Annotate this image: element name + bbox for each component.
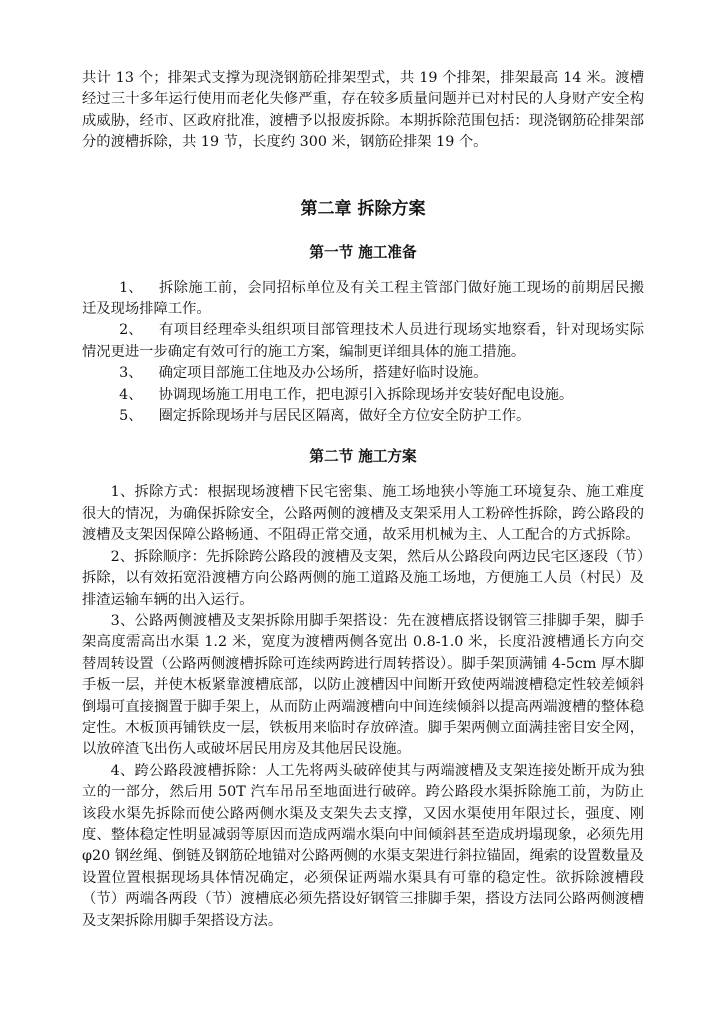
body-paragraph: 3、公路两侧渡槽及支架拆除用脚手架搭设：先在渡槽底搭设钢管三排脚手架，脚手架高度需高出水渠 1.2 米，宽度为渡槽两侧各宽出 0.8-1.0 米，长度沿渡槽通长方向交替周转设置（公路两侧渡槽拆除可连续两跨进行周转搭设）。脚手架顶满铺 4-5cm 厚木脚手板一层，并使木板紧靠渡槽底部，以防止渡槽因中间断开致使两端渡槽稳定性较差倾斜倒塌可直接搁置于脚手架上，从而防止两端渡槽向中间连续倾斜以提高两端渡槽的整体稳定性。木板顶再铺铁皮一层，铁板用来临时存放碎渣。脚手架两侧立面满挂密目安全网，以放碎渣飞出伤人或破坏居民用房及其他居民设施。	[82, 612, 644, 758]
intro-paragraph: 共计 13 个；排架式支撑为现浇钢筋砼排架型式，共 19 个排架，排架最高 14 米。渡槽经过三十多年运行使用而老化失修严重，存在较多质量问题并已对村民的人身财产安全构成威胁，经市、区政府批准，渡槽予以报废拆除。本期拆除范围包括：现浇钢筋砼排架部分的渡槽拆除，共 19 节，长度约 300 米，钢筋砼排架 19 个。	[82, 70, 644, 151]
document-page	[82, 68, 644, 932]
list-item	[82, 363, 644, 384]
section-2-title: 第二节 施工方案	[309, 448, 417, 466]
list-item	[82, 385, 644, 406]
list-item-number: 2、	[119, 322, 143, 339]
list-item-number: 1、	[119, 279, 143, 296]
section-1-title: 第一节 施工准备	[309, 243, 417, 261]
list-item-text: 协调现场施工用电工作，把电源引入拆除现场并安装好配电设施。	[158, 386, 574, 403]
body-paragraph: 4、跨公路段渡槽拆除：人工先将两头破碎使其与两端渡槽及支架连接处断开成为独立的一部分，然后用 50T 汽车吊吊至地面进行破碎。跨公路段水渠拆除施工前，为防止该段水渠先拆除而使公路两侧水渠及支架失去支撑，又因水渠使用年限过长，强度、刚度、整体稳定性明显减弱等原因而造成两端水渠向中间倾斜甚至造成坍塌现象，必须先用 φ20 钢丝绳、倒链及钢筋砼地锚对公路两侧的水渠支架进行斜拉锚固，绳索的设置数量及设置位置根据现场具体情况确定，必须保证两端水渠具有可靠的稳定性。欲拆除渡槽段（节）两端各两段（节）渡槽底必须先搭设好钢管三排脚手架，搭设方法同公路两侧渡槽及支架拆除用脚手架搭设方法。	[82, 762, 644, 929]
body-paragraph: 1、拆除方式：根据现场渡槽下民宅密集、施工场地狭小等施工环境复杂、施工难度很大的情况，为确保拆除安全，公路两侧的渡槽及支架采用人工粉碎性拆除，跨公路段的渡槽及支架因保障公路畅通、不阻碍正常交通，故采用机械为主、人工配合的方式拆除。	[82, 484, 644, 544]
section-2-body	[82, 482, 644, 932]
body-paragraph: 2、拆除顺序：先拆除跨公路段的渡槽及支架，然后从公路段向两边民宅区逐段（节）拆除，以有效拓宽沿渡槽方向公路两侧的施工道路及施工场地，方便施工人员（村民）及排渣运输车辆的出入运行。	[82, 548, 644, 608]
list-item-text: 确定项目部施工住地及办公场所，搭建好临时设施。	[158, 365, 488, 382]
list-item-text: 有项目经理牵头组织项目部管理技术人员进行现场实地察看，针对现场实际情况更进一步确定有效可行的施工方案，编制更详细具体的施工措施。	[82, 322, 644, 360]
list-item-number: 5、	[119, 408, 143, 425]
section-1-list	[82, 278, 644, 428]
list-item-text: 圈定拆除现场并与居民区隔离，做好全方位安全防护工作。	[158, 408, 531, 425]
list-item	[82, 320, 644, 363]
list-item-number: 4、	[119, 386, 143, 403]
chapter-title: 第二章 拆除方案	[300, 198, 426, 219]
list-item-number: 3、	[119, 365, 143, 382]
list-item	[82, 278, 644, 321]
list-item	[82, 406, 644, 427]
list-item-text: 拆除施工前，会同招标单位及有关工程主管部门做好施工现场的前期居民搬迁及现场排障工作。	[82, 279, 644, 318]
